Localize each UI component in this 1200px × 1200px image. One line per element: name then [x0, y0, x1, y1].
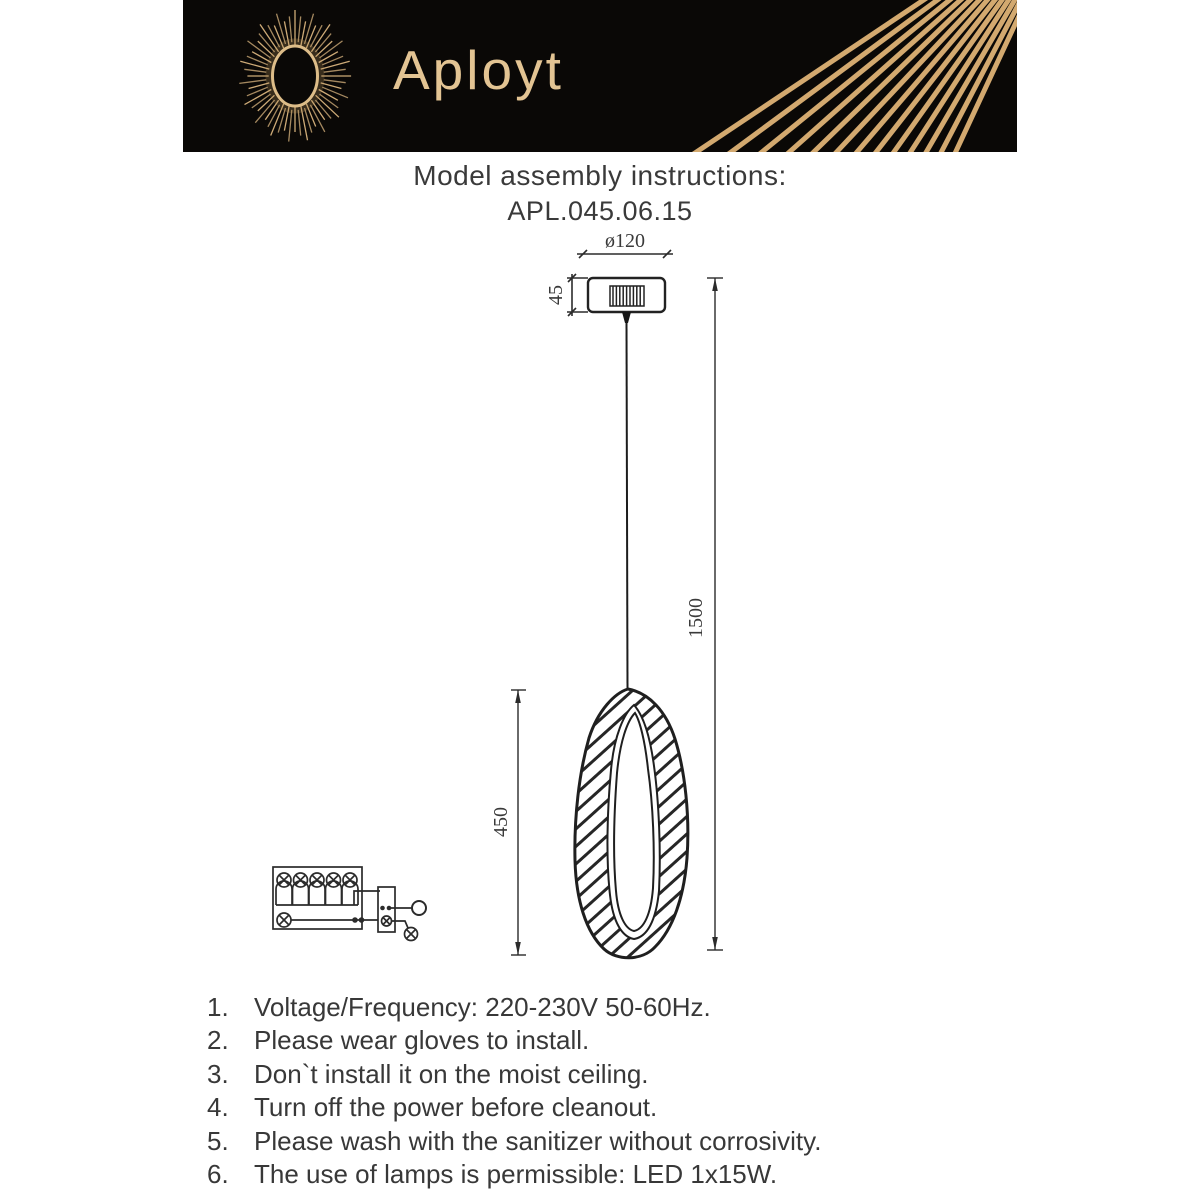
instruction-number: 5. — [207, 1125, 229, 1156]
brand-banner — [183, 0, 1017, 152]
instruction-text: Don`t install it on the moist ceiling. — [254, 1058, 649, 1089]
canopy-drawing — [588, 278, 665, 323]
instruction-item — [183, 1092, 1017, 1125]
instruction-item — [183, 1025, 1017, 1058]
canopy-height-dimension — [545, 274, 588, 316]
instruction-item — [183, 1126, 1017, 1159]
page-root — [183, 0, 1017, 1200]
instruction-text: Please wear gloves to install. — [254, 1025, 590, 1056]
instruction-number: 3. — [207, 1058, 229, 1089]
assembly-drawing — [183, 230, 1017, 990]
lamp-height-label: 450 — [490, 807, 512, 837]
pendant-body-drawing — [575, 689, 688, 958]
suspension-length-label: 1500 — [685, 598, 707, 638]
canopy-diameter-dimension — [577, 230, 673, 258]
instruction-text: Please wash with the sanitizer without corrosivity. — [254, 1125, 822, 1156]
wiring-diagram — [273, 867, 426, 941]
instruction-number: 2. — [207, 1025, 229, 1056]
instruction-number: 4. — [207, 1092, 229, 1123]
page-title: Model assembly instructions: — [413, 160, 787, 191]
suspension-length-dimension — [685, 278, 723, 950]
instruction-item — [183, 1159, 1017, 1192]
instruction-text: The use of lamps is permissible: LED 1x15W. — [254, 1158, 778, 1189]
instructions-list — [183, 992, 1017, 1192]
suspension-cable — [627, 323, 628, 689]
starburst-logo-icon — [239, 10, 351, 142]
banner-decor — [183, 0, 1017, 152]
canopy-height-label: 45 — [545, 285, 567, 305]
loop-connector-icon — [412, 901, 426, 915]
canopy-diameter-label: ø120 — [605, 230, 645, 252]
instruction-number: 6. — [207, 1158, 229, 1189]
terminal-screws — [276, 873, 358, 905]
instruction-text: Turn off the power before cleanout. — [254, 1092, 658, 1123]
cable-gland — [622, 312, 631, 323]
instruction-item — [183, 992, 1017, 1025]
brand-name: Aployt — [393, 39, 564, 101]
instruction-item — [183, 1059, 1017, 1092]
model-number: APL.045.06.15 — [507, 196, 693, 226]
lamp-height-dimension — [490, 690, 526, 955]
instruction-number: 1. — [207, 992, 229, 1022]
instruction-text: Voltage/Frequency: 220-230V 50-60Hz. — [254, 992, 711, 1022]
